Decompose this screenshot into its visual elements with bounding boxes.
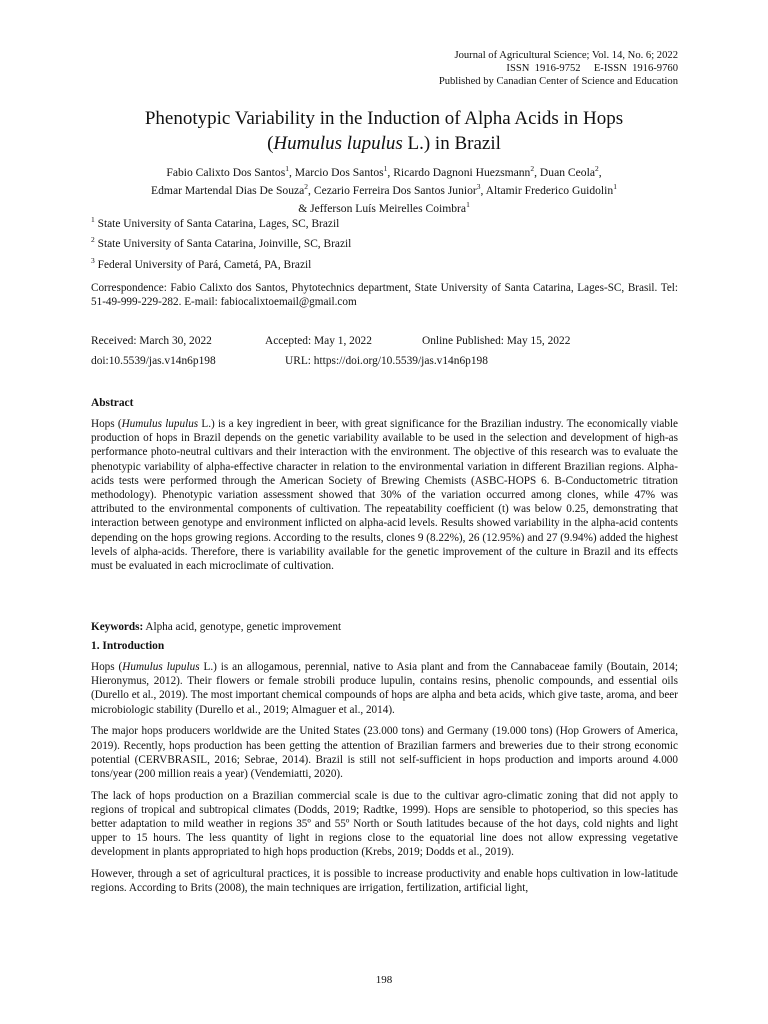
intro-paragraph-1: Hops (Humulus lupulus L.) is an allogamous, perennial, native to Asia plant and from the Cannabaceae family (Boutain, 2014; Hieronymus, 2012). Their flowers or female strobili produce lupulin, contains resins, phenolic compounds, and essential oils (Durello et al., 2019). The most important chemical compounds of hops are alpha and beta acids, which give taste, aroma, and beer microbiologic stability (Durello et al., 2019; Almaguer et al., 2014). bbox=[91, 661, 678, 716]
abstract-body: Hops (Humulus lupulus L.) is a key ingredient in beer, with great significance for the Brazilian industry. The economically viable production of hops in Brazil depends on the genetic variability available to be used in the selection and development of high-as performance photo-neutral cultivars and their interaction with the environment. The objective of this research was to evaluate the phenotypic variability of alpha-effective character in relation to the environmental variation in different Brazilian regions. Alpha-acids tests were performed through the American Society of Brewing Chemists (ASBC-HOPS 6. B-Conductometric titration methodology). Phenotypic variation assessment showed that 30% of the variation occurred among clones, while 47% was attributed to the environmental components of cultivation. The repeatability coefficient (t) was below 0.25, demonstrating that interaction between genotype and environment inflicted on alpha-acid levels. Results showed variability in the alpha-acid contents depending on the hops growing regions. According to the results, clones 9 (8.22%), 26 (12.95%) and 27 (9.94%) added the highest levels of alpha-acids. Therefore, there is variability available for the genetic improvement of the culture in Brazil and its effects must be evaluated in each microclimate of cultivation. bbox=[91, 418, 678, 573]
journal-publisher: Published by Canadian Center of Science and Education bbox=[438, 76, 678, 88]
author-list bbox=[0, 164, 768, 218]
affiliation-1: $^1$ State University of Santa Catarina, Lages, SC, Brazil bbox=[91, 215, 340, 230]
page-number: 198 bbox=[375, 974, 393, 986]
doi[interactable]: doi:10.5539/jas.v14n6p198 bbox=[91, 355, 216, 367]
correspondence: Correspondence: Fabio Calixto dos Santos, Phytotechnics department, State University of Santa Catarina, Lages-SC, Brasil. Tel: 51-49-999-229-282. E-mail: fabiocalixtoemail@gmail.com bbox=[91, 282, 678, 309]
received-date: Received: March 30, 2022 bbox=[91, 335, 212, 347]
title-line-2: (Humulus lupulus L.) in Brazil bbox=[267, 133, 501, 154]
abstract-heading: Abstract bbox=[91, 397, 134, 409]
author-line-1: Fabio Calixto Dos Santos$^1$, Marcio Dos Santos$^1$, Ricardo Dagnoni Huezsmann$^2$, Duan Ceola$^2$, bbox=[166, 164, 602, 179]
published-date: Online Published: May 15, 2022 bbox=[422, 335, 571, 347]
author-line-3: & Jefferson Luís Meirelles Coimbra$^1$ bbox=[298, 200, 470, 215]
intro-paragraph-3: The lack of hops production on a Brazilian commercial scale is due to the cultivar agro-climatic zoning that did not apply to regions of tropical and subtropical climates (Dodds, 2019; Radtke, 1999). Hops are sensible to photoperiod, so this species has better adaptation to mild weather in regions 35º and 55º North or South latitudes because of the hot days, cold nights and light upper to 15 hours. The less quantity of light in regions close to the equatorial line does not allow expressing vegetative development in plants appropriated to high hops production (Krebs, 2019; Dodds et al., 2019). bbox=[91, 789, 678, 859]
doi-url[interactable]: URL: https://doi.org/10.5539/jas.v14n6p198 bbox=[285, 355, 488, 367]
affiliation-2: $^2$ State University of Santa Catarina, Joinville, SC, Brazil bbox=[91, 235, 352, 250]
introduction-body bbox=[91, 660, 678, 903]
paper-title bbox=[0, 106, 768, 156]
journal-issn: ISSN 1916-9752 E-ISSN 1916-9760 bbox=[506, 63, 678, 75]
journal-citation: Journal of Agricultural Science; Vol. 14, No. 6; 2022 bbox=[454, 50, 678, 61]
keywords bbox=[91, 620, 678, 634]
species-name: Humulus lupulus bbox=[273, 133, 403, 154]
affiliation-3: $^3$ Federal University of Pará, Cametá, PA, Brazil bbox=[91, 256, 312, 271]
introduction-heading: 1. Introduction bbox=[91, 640, 165, 652]
author-line-2: Edmar Martendal Dias De Souza$^2$, Cezario Ferreira Dos Santos Junior$^3$, Altamir Frederico Guidolin$^1$ bbox=[151, 182, 617, 197]
journal-header bbox=[439, 49, 678, 89]
intro-paragraph-4: However, through a set of agricultural practices, it is possible to increase productivity and enable hops cultivation in low-latitude regions. According to Brits (2008), the main techniques are irrigation, fertilization, artificial light, bbox=[91, 868, 678, 895]
accepted-date: Accepted: May 1, 2022 bbox=[265, 335, 372, 347]
title-line-1: Phenotypic Variability in the Induction of Alpha Acids in Hops bbox=[144, 108, 624, 129]
keywords-label: Keywords: bbox=[91, 621, 144, 633]
intro-paragraph-2: The major hops producers worldwide are the United States (23.000 tons) and Germany (19.000 tons) (Hop Growers of America, 2019). Recently, hops production has been getting the attention of Brazilian farmers and breweries due to their strong economic potential (CERVBRASIL, 2016; Sebrae, 2014). Brazil is still not self-sufficient in hops production and imports around 4.000 tons/year (200 million reais a year) (Vendemiatti, 2020). bbox=[91, 725, 678, 780]
keywords-text: Alpha acid, genotype, genetic improvement bbox=[143, 621, 342, 633]
